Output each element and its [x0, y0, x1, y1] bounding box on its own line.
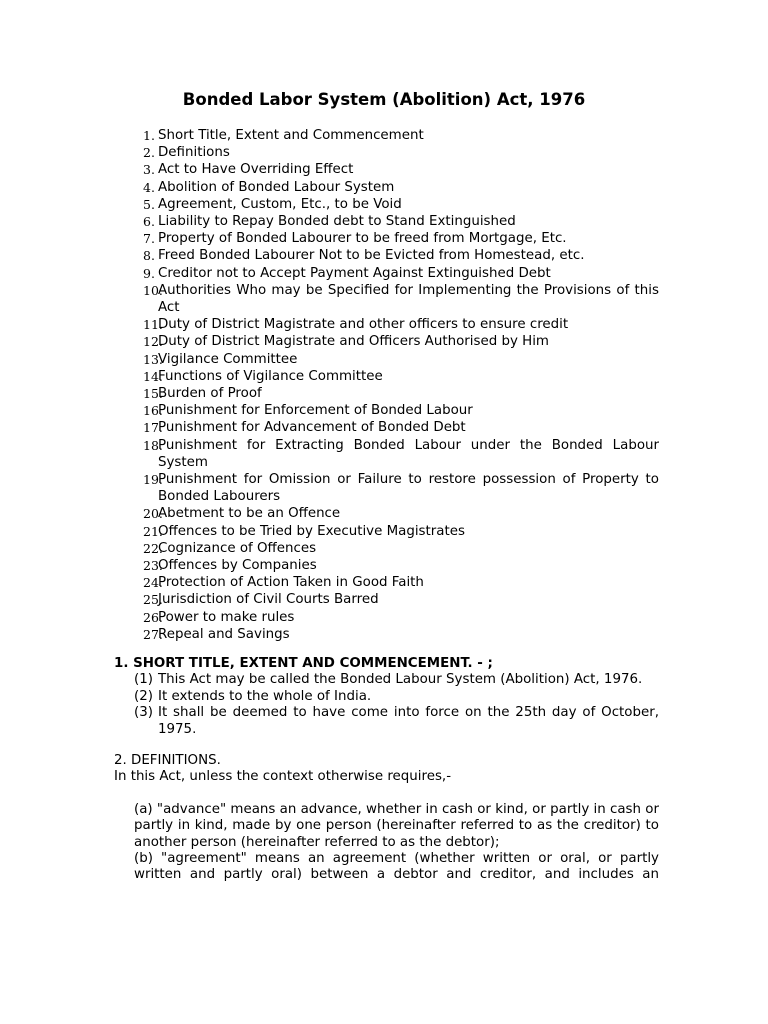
toc-item — [114, 609, 659, 626]
toc-item-number — [114, 471, 163, 505]
toc-item-number-text: 13. — [143, 351, 163, 367]
clause-text: It extends to the whole of India. — [158, 688, 372, 704]
toc-item-number — [114, 609, 163, 626]
toc-item-label: Offences by Companies — [158, 558, 317, 574]
toc-item — [114, 505, 659, 522]
toc-item — [114, 385, 659, 402]
toc-item-number-text: 10. — [143, 282, 163, 298]
toc-item — [114, 591, 659, 608]
toc-item-label: Functions of Vigilance Committee — [158, 368, 383, 384]
toc-item-number — [114, 161, 158, 178]
toc-item-number-text: 23. — [143, 558, 163, 574]
toc-item-number — [114, 402, 163, 419]
toc-item — [114, 523, 659, 540]
toc-item-label: Duty of District Magistrate and other officers to ensure credit — [158, 317, 569, 333]
clause-text: This Act may be called the Bonded Labour System (Abolition) Act, 1976. — [158, 672, 643, 688]
toc-item-label: Protection of Action Taken in Good Faith — [158, 575, 424, 591]
toc-item — [114, 437, 659, 471]
toc-item — [114, 574, 659, 591]
toc-item-number-text: 24. — [143, 575, 163, 591]
clause-text: It shall be deemed to have come into force on the 25th day of October, 1975. — [158, 705, 659, 737]
document-title: Bonded Labor System (Abolition) Act, 1976 — [182, 90, 586, 109]
toc-item-label: Jurisdiction of Civil Courts Barred — [158, 592, 379, 608]
toc-item — [114, 557, 659, 574]
toc-item-number-text: 12. — [143, 334, 163, 350]
toc-item-number-text: 1. — [143, 128, 155, 143]
toc-item-label: Punishment for Advancement of Bonded Debt — [158, 420, 466, 436]
toc-item — [114, 127, 659, 144]
toc-item-number-text: 8. — [143, 248, 155, 264]
toc-item-label: Property of Bonded Labourer to be freed from Mortgage, Etc. — [158, 231, 567, 247]
toc-item-number — [114, 574, 163, 591]
toc-item-label: Abetment to be an Offence — [158, 506, 341, 522]
toc-item-number — [114, 351, 163, 368]
toc-item-label: Freed Bonded Labourer Not to be Evicted from Homestead, etc. — [158, 248, 585, 264]
toc-item-number-text: 21. — [143, 523, 163, 539]
toc-item-label: Punishment for Omission or Failure to restore possession of Property to Bonded Labourers — [158, 472, 659, 505]
section-2 — [114, 753, 659, 884]
clause-number: (1) — [134, 672, 153, 688]
toc-item — [114, 540, 659, 557]
toc-item-number-text: 16. — [143, 403, 163, 419]
toc-item — [114, 213, 659, 230]
toc-item-number-text: 2. — [143, 145, 155, 161]
toc-item-number-text: 7. — [143, 231, 155, 247]
toc-item-number — [114, 523, 163, 540]
clause-2 — [114, 689, 659, 705]
toc-item-label: Agreement, Custom, Etc., to be Void — [158, 196, 402, 212]
toc-item — [114, 471, 659, 505]
toc-item-number-text: 15. — [143, 386, 163, 402]
toc-item-number-text: 17. — [143, 420, 163, 436]
toc-item-label: Duty of District Magistrate and Officers Authorised by Him — [158, 334, 549, 350]
section-2-intro: In this Act, unless the context otherwise requires,- — [114, 769, 452, 785]
section-1-heading: 1. SHORT TITLE, EXTENT AND COMMENCEMENT. - ; — [114, 656, 493, 671]
toc-item-number-text: 26. — [143, 609, 163, 625]
toc-item-number — [114, 316, 163, 333]
toc-item-label: Power to make rules — [158, 609, 295, 625]
toc-item-number-text: 22. — [143, 540, 163, 556]
toc-item-label: Offences to be Tried by Executive Magistrates — [158, 523, 465, 539]
toc-item-number-text: 3. — [143, 162, 155, 178]
toc-item — [114, 626, 659, 643]
toc-item-number-text: 19. — [143, 472, 163, 488]
definition-agreement: (b) "agreement" means an agreement (whether written or oral, or partly written and partly oral) between a debtor and creditor, and includes an — [134, 851, 659, 883]
toc-item-number — [114, 247, 158, 264]
toc-item — [114, 230, 659, 247]
toc-item-number — [114, 127, 158, 144]
toc-item — [114, 333, 659, 350]
toc-item-number-text: 18. — [143, 437, 163, 453]
toc-item — [114, 402, 659, 419]
toc-item-number — [114, 419, 163, 436]
toc-item-number — [114, 437, 163, 471]
clause-number: (2) — [134, 688, 153, 704]
toc-item-number — [114, 591, 163, 608]
toc-item-number-text: 14. — [143, 368, 163, 384]
toc-item-number — [114, 368, 163, 385]
toc-item-number — [114, 385, 163, 402]
toc-item-label: Short Title, Extent and Commencement — [158, 128, 424, 143]
toc-item-number-text: 20. — [143, 506, 163, 522]
toc-item-number — [114, 557, 163, 574]
toc-item-number — [114, 196, 158, 213]
toc-item-label: Definitions — [158, 145, 230, 161]
toc-item-label: Punishment for Enforcement of Bonded Labour — [158, 403, 473, 419]
toc-item-label: Act to Have Overriding Effect — [158, 162, 354, 178]
toc-item-number-text: 5. — [143, 196, 155, 212]
toc-item-label: Vigilance Committee — [158, 351, 298, 367]
definition-advance: (a) "advance" means an advance, whether in cash or kind, or partly in cash or partly in kind, made by one person (hereinafter referred to as the creditor) to another person (hereinafter referred to as the debtor); — [134, 801, 659, 850]
toc-item — [114, 316, 659, 333]
toc-item — [114, 419, 659, 436]
toc-item-label: Repeal and Savings — [158, 626, 290, 642]
section-2-heading: 2. DEFINITIONS. — [114, 753, 221, 768]
toc-item — [114, 179, 659, 196]
toc-item-label: Abolition of Bonded Labour System — [158, 179, 395, 195]
clause-1 — [114, 672, 659, 688]
toc-item — [114, 282, 659, 316]
toc-item-label: Punishment for Extracting Bonded Labour under the Bonded Labour System — [158, 437, 659, 470]
definitions-list — [114, 802, 659, 884]
toc-item-label: Cognizance of Offences — [158, 540, 317, 556]
toc-item — [114, 196, 659, 213]
toc-item — [114, 247, 659, 264]
toc-item-number — [114, 626, 163, 643]
toc-item — [114, 144, 659, 161]
toc-item-number — [114, 213, 158, 230]
toc-item-number — [114, 144, 158, 161]
toc-item-number-text: 6. — [143, 214, 155, 230]
toc-item-number-text: 27. — [143, 626, 163, 642]
clause-3 — [114, 705, 659, 738]
toc-item-number — [114, 505, 163, 522]
toc-item — [114, 351, 659, 368]
toc-item-number-text: 4. — [143, 179, 155, 195]
toc-item — [114, 368, 659, 385]
toc-item-number-text: 9. — [143, 265, 155, 281]
toc-item-number — [114, 179, 158, 196]
toc-item-label: Creditor not to Accept Payment Against Extinguished Debt — [158, 265, 551, 281]
section-1 — [114, 656, 659, 738]
toc-item-number — [114, 282, 163, 316]
toc-item-number-text: 11. — [143, 317, 163, 333]
clause-number: (3) — [134, 705, 153, 721]
toc-item-number — [114, 265, 158, 282]
toc-item — [114, 265, 659, 282]
toc-item-number-text: 25. — [143, 592, 163, 608]
toc-item-number — [114, 333, 163, 350]
toc-item-label: Burden of Proof — [158, 386, 262, 402]
toc-item-label: Authorities Who may be Specified for Implementing the Provisions of this Act — [158, 282, 659, 316]
toc-item — [114, 161, 659, 178]
table-of-contents — [114, 127, 659, 643]
toc-item-number — [114, 540, 163, 557]
toc-item-label: Liability to Repay Bonded debt to Stand Extinguished — [158, 214, 516, 230]
toc-item-number — [114, 230, 158, 247]
